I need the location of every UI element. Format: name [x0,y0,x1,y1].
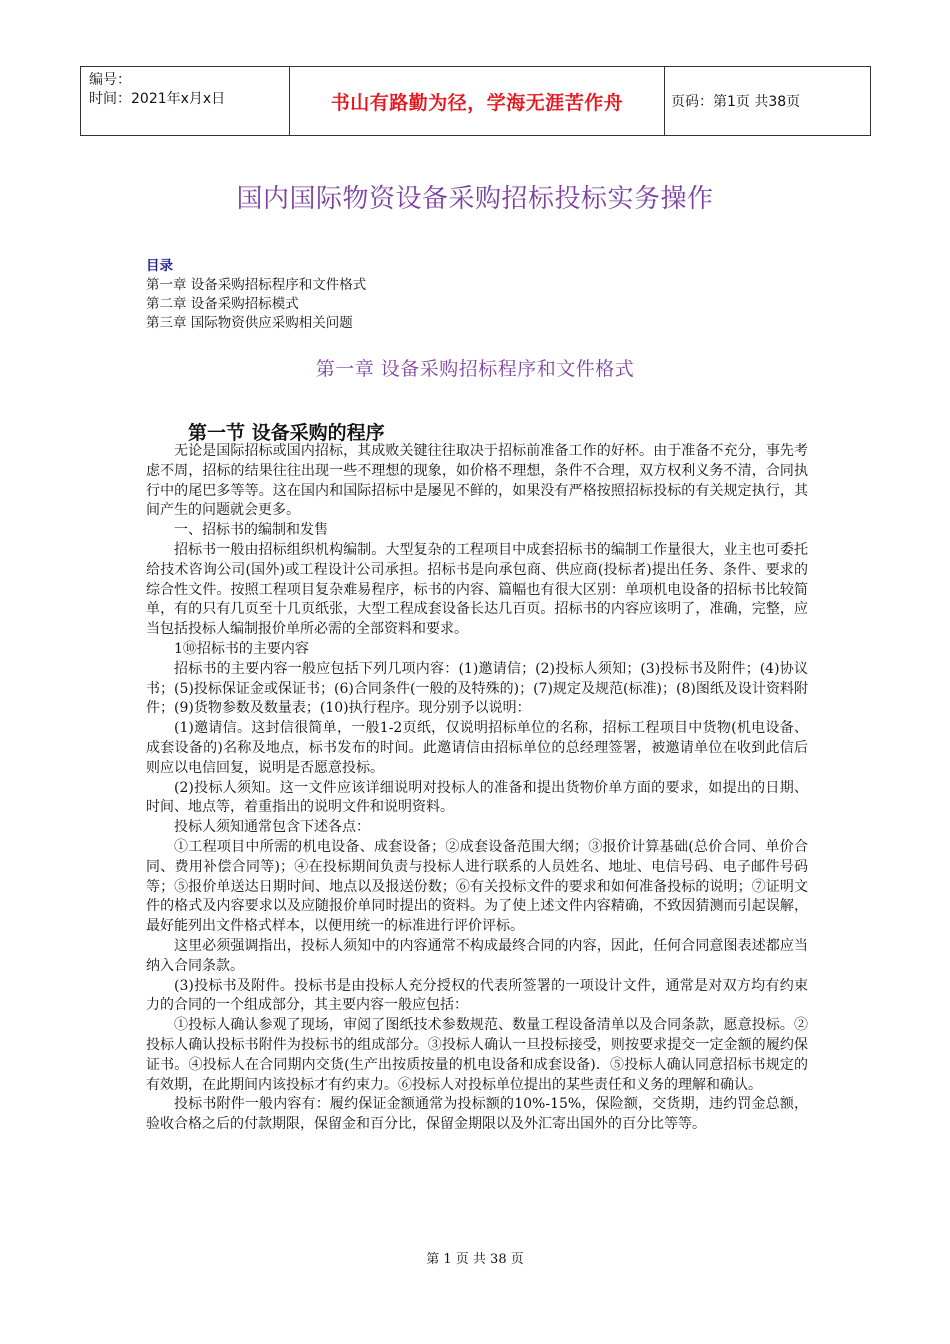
toc-item: 第一章 设备采购招标程序和文件格式 [146,277,367,293]
page-footer: 第 1 页 共 38 页 [426,1252,524,1267]
toc-item: 第三章 国际物资供应采购相关问题 [146,315,353,331]
header-meta-cell [81,67,290,136]
document-time-label: 时间：2021年x月x日 [89,91,226,107]
paragraph: 无论是国际招标或国内招标，其成败关键往往取决于招标前准备工作的好杯。由于准备不充分，事先考虑不周，招标的结果往往出现一些不理想的现象，如价格不理想，条件不合理，双方权利义务不清，合同执行中的尾巴多等等。这在国内和国际招标中是屡见不鲜的，如果没有严格按照招标投标的有关规定执行，其间产生的问题就会更多。 [146,443,808,519]
table-of-contents [146,257,366,333]
toc-heading: 目录 [146,258,173,274]
toc-item: 第二章 设备采购招标模式 [146,296,299,312]
paragraph: 投标人须知通常包含下述各点： [174,819,370,836]
section-title: 第一节 设备采购的程序 [188,422,385,444]
paragraph: 1⑩招标书的主要内容 [174,640,309,657]
document-number-label: 编号： [89,72,131,88]
paragraph: 投标书附件一般内容有：履约保证金额通常为投标额的10%-15%，保险额，交货期，违约罚金总额，验收合格之后的付款期限，保留金和百分比，保留金期限以及外汇寄出国外的百分比等等。 [146,1096,808,1133]
paragraph: 招标书的主要内容一般应包括下列几项内容：(1)邀请信；(2)投标人须知；(3)投标书及附件；(4)协议书；(5)投标保证金或保证书；(6)合同条件(一般的及特殊的)；(7)规定及规范(标准)；(8)图纸及设计资料附件；(9)货物参数及数量表；(10)执行程序。现分别予以说明： [146,660,808,717]
chapter-title: 第一章 设备采购招标程序和文件格式 [315,358,635,380]
document-title: 国内国际物资设备采购招标投标实务操作 [236,184,714,214]
paragraph: 一、招标书的编制和发售 [174,522,328,539]
paragraph: (2)投标人须知。这一文件应该详细说明对投标人的准备和提出货物价单方面的要求，如提出的日期、时间、地点等，着重指出的说明文件和说明资料。 [146,779,808,816]
paragraph: 这里必须强调指出，投标人须知中的内容通常不构成最终合同的内容，因此，任何合同意图表述都应当纳入合同条款。 [146,937,808,974]
paragraph: ①投标人确认参观了现场，审阅了图纸技术参数规范、数量工程设备清单以及合同条款，愿意投标。②投标人确认投标书附件为投标书的组成部分。③投标人确认一旦投标接受，则按要求提交一定金额的履约保证书。④投标人在合同期内交货(生产出按质按量的机电设备和成套设备)．⑤投标人确认同意招标书规定的有效期，在此期间内该投标才有约束力。⑥投标人对投标单位提出的某些责任和义务的理解和确认。 [146,1017,808,1093]
paragraph: (1)邀请信。这封信很简单，一般1-2页纸，仅说明招标单位的名称，招标工程项目中货物(机电设备、成套设备的)名称及地点，标书发布的时间。此邀请信由招标单位的总经理签署，被邀请单位在收到此信后则应以电信回复，说明是否愿意投标。 [146,720,808,776]
body-text [146,442,808,1135]
paragraph: 招标书一般由招标组织机构编制。大型复杂的工程项目中成套招标书的编制工作量很大，业主也可委托给技术咨询公司(国外)或工程设计公司承担。招标书是向承包商、供应商(投标者)提出任务、条件、要求的综合性文件。按照工程项目复杂难易程序，标书的内容、篇幅也有很大区别：单项机电设备的招标书比较简单，有的只有几页至十几页纸张，大型工程成套设备长达几百页。招标书的内容应该明了，准确，完整，应当包括投标人编制报价单所必需的全部资料和要求。 [146,541,808,638]
header-page-info: 页码：第1页 共38页 [665,67,871,136]
header-motto: 书山有路勤为径，学海无涯苦作舟 [290,67,665,136]
paragraph: (3)投标书及附件。投标书是由投标人充分授权的代表所签署的一项设计文件，通常是对双方均有约束力的合同的一个组成部分，其主要内容一般应包括： [146,977,808,1014]
paragraph: ①工程项目中所需的机电设备、成套设备；②成套设备范围大纲；③报价计算基础(总价合同、单价合同、费用补偿合同等)；④在投标期间负责与投标人进行联系的人员姓名、地址、电信号码、电子邮件号码等；⑤报价单送达日期时间、地点以及报送份数；⑥有关投标文件的要求和如何准备投标的说明；⑦证明文件的格式及内容要求以及应随报价单同时提出的资料。为了使上述文件内容精确，不致因猜测而引起误解，最好能列出文件格式样本，以便用统一的标准进行评价评标。 [146,838,808,935]
document-header [80,66,871,136]
